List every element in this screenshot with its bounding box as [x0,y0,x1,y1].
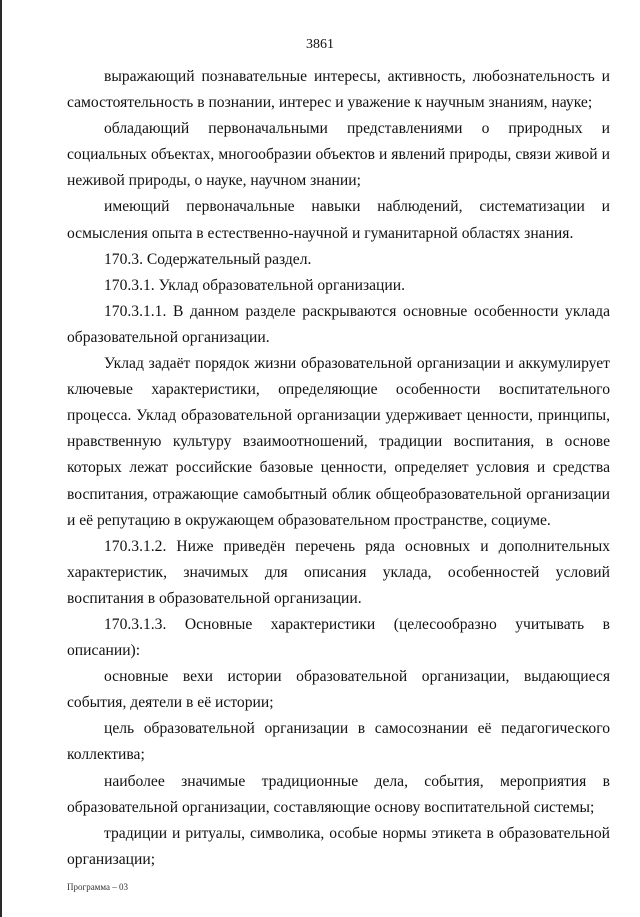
footer-program-label: Программа – 03 [67,882,129,892]
list-item-traditions-rituals: традиции и ритуалы, символика, особые нормы этикета в образовательной организации; [67,824,610,868]
document-body [67,64,610,873]
scan-edge [0,0,2,917]
paragraph-natural-objects: обладающий первоначальными представлениями о природных и социальных объектах, многообразии объектов и явлений природы, связи живой и неживой природы, о науке, научном знании; [67,120,610,190]
section-heading-content: 170.3. Содержательный раздел. [104,250,312,268]
page-number: 3861 [306,37,334,52]
paragraph-observation-skills: имеющий первоначальные навыки наблюдений, систематизации и осмысления опыта в естественно-научной и гуманитарной областях знания. [67,198,610,242]
paragraph-section-intro: 170.3.1.1. В данном разделе раскрываются основные особенности уклада образовательной организации. [67,302,610,346]
list-item-traditional-events: наиболее значимые традиционные дела, события, мероприятия в образовательной организации, составляющие основу воспитательной системы; [67,772,610,816]
subsection-heading-structure: 170.3.1. Уклад образовательной организации. [104,276,405,294]
paragraph-characteristics-list-intro: 170.3.1.2. Ниже приведён перечень ряда основных и дополнительных характеристик, значимых для описания уклада, особенностей условий воспитания в образовательной организации. [67,537,610,607]
paragraph-structure-definition: Уклад задаёт порядок жизни образовательной организации и аккумулирует ключевые характеристики, определяющие особенности воспитательного процесса. Уклад образовательной организации удерживает ценности, принципы, нравственную культуру взаимоотношений, традиции воспитания, в основе которых лежат российские базовые ценности, определяет условия и средства воспитания, отражающие самобытный облик общеобразовательной организации и её репутацию в окружающем образовательном пространстве, социуме. [67,355,610,529]
paragraph-cognitive-interests: выражающий познавательные интересы, активность, любознательность и самостоятельность в познании, интерес и уважение к научным знаниям, науке; [67,68,610,112]
list-item-goal: цель образовательной организации в самосознании её педагогического коллектива; [67,720,610,764]
paragraph-main-characteristics: 170.3.1.3. Основные характеристики (целесообразно учитывать в описании): [67,615,610,660]
list-item-history: основные вехи истории образовательной организации, выдающиеся события, деятели в её истории; [67,668,610,712]
